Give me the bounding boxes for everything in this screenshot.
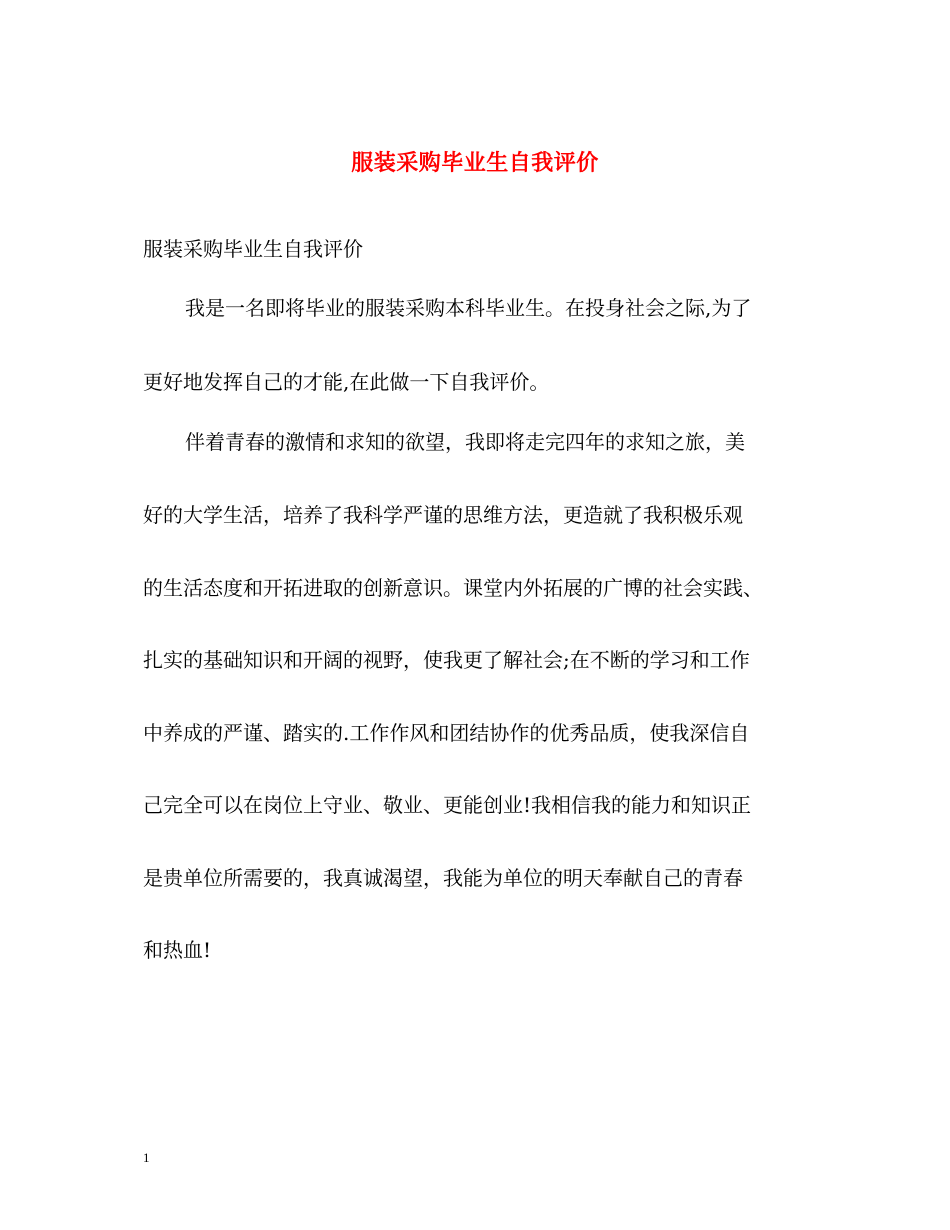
paragraph-line: 更好地发挥自己的才能,在此做一下自我评价。 [143, 370, 550, 394]
paragraph-line: 中养成的严谨、踏实的.工作作风和团结协作的优秀品质，使我深信自 [143, 721, 750, 745]
paragraph-line: 伴着青春的激情和求知的欲望，我即将走完四年的求知之旅，美 [185, 430, 745, 454]
paragraph-line: 我是一名即将毕业的服装采购本科毕业生。在投身社会之际,为了 [185, 296, 752, 320]
document-subtitle: 服装采购毕业生自我评价 [143, 237, 363, 261]
paragraph-line: 己完全可以在岗位上守业、敬业、更能创业!我相信我的能力和知识正 [143, 793, 752, 817]
document-title: 服装采购毕业生自我评价 [351, 150, 599, 176]
paragraph-line: 是贵单位所需要的，我真诚渴望，我能为单位的明天奉献自己的青春 [143, 866, 743, 890]
page-number: 1 [143, 1150, 150, 1165]
paragraph-line: 的生活态度和开拓进取的创新意识。课堂内外拓展的广博的社会实践、 [143, 576, 763, 600]
paragraph-line: 和热血! [143, 938, 212, 962]
paragraph-line: 扎实的基础知识和开阔的视野，使我更了解社会;在不断的学习和工作 [143, 648, 750, 672]
paragraph-line: 好的大学生活，培养了我科学严谨的思维方法，更造就了我积极乐观 [143, 503, 743, 527]
